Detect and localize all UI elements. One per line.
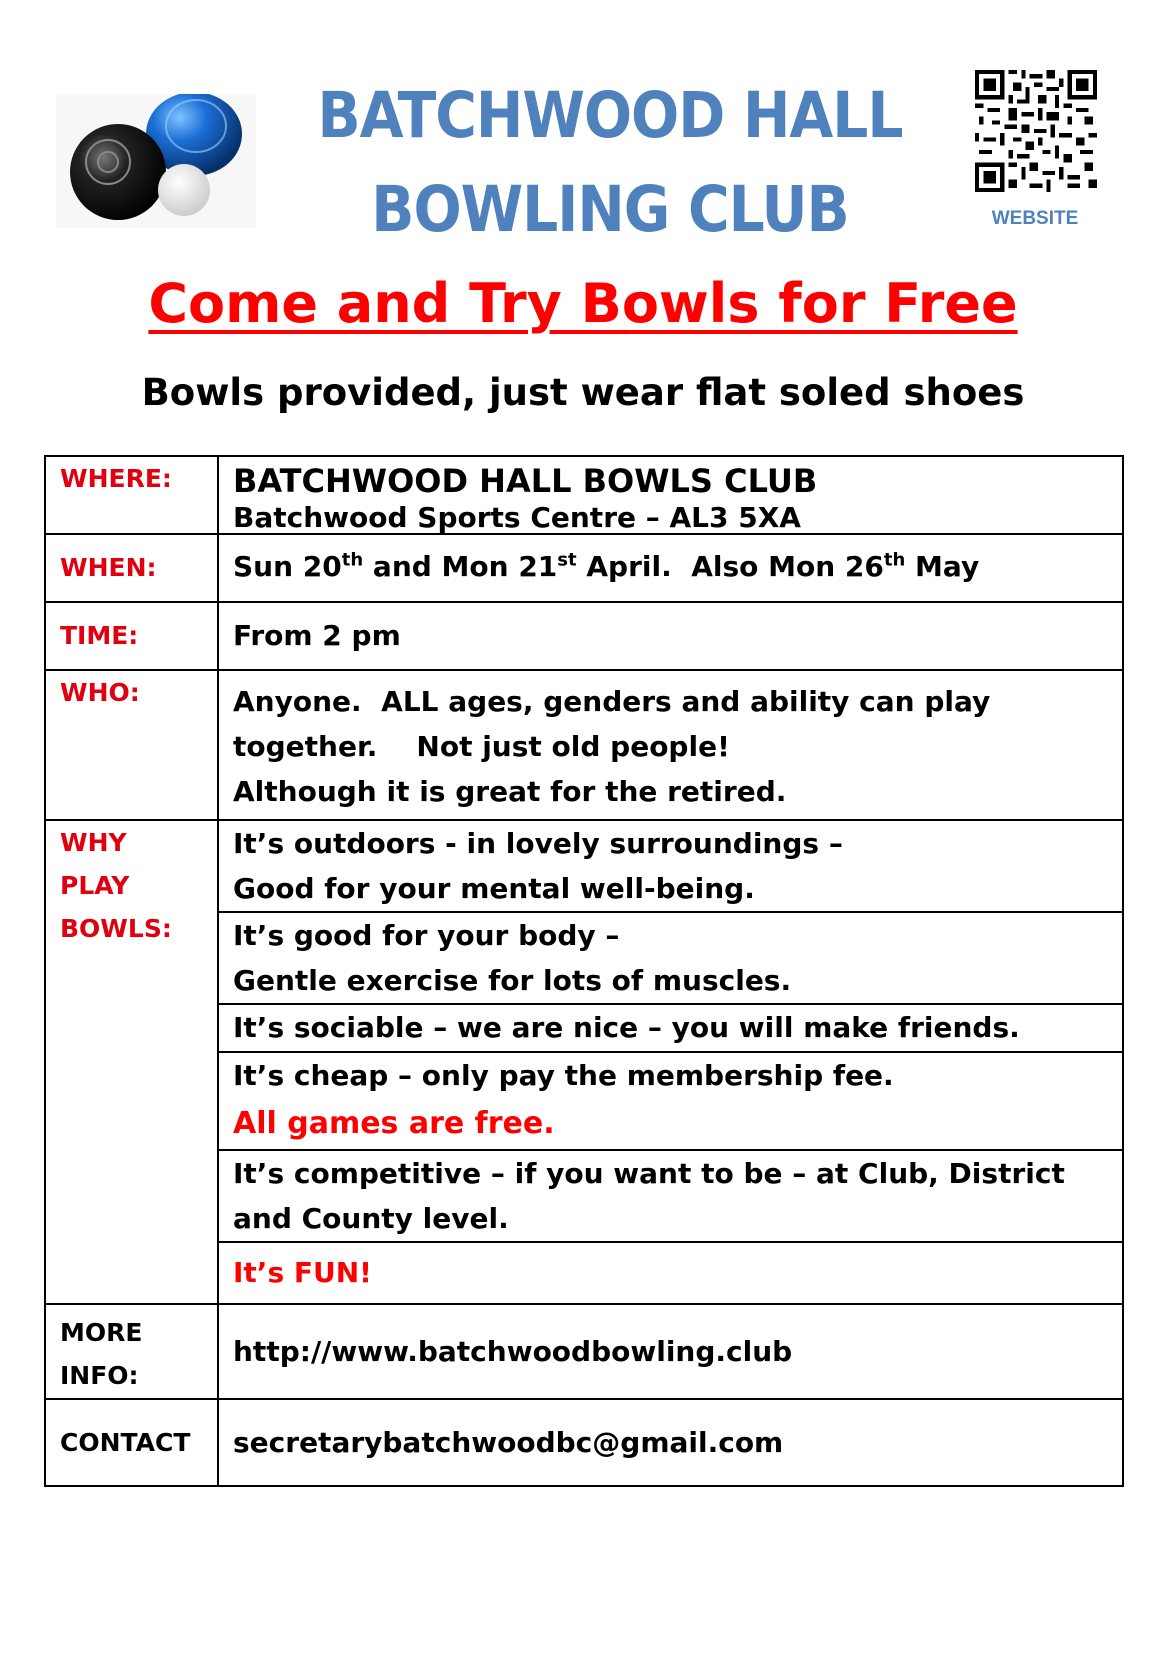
row-more-info [45, 1304, 1123, 1399]
who-line-2: together. Not just old people! [233, 730, 730, 763]
row-who [45, 670, 1123, 820]
why-label-line-1: WHY [60, 828, 127, 857]
when-sup-2: st [557, 549, 577, 571]
where-venue-name: BATCHWOOD HALL BOWLS CLUB [233, 462, 818, 500]
website-link[interactable]: http://www.batchwoodbowling.club [218, 1304, 1123, 1399]
value-when [218, 534, 1123, 602]
reason-outdoors-line-2: Good for your mental well-being. [233, 872, 755, 905]
when-sup-1: th [341, 549, 364, 571]
label-where: WHERE: [45, 456, 218, 534]
why-label-line-2: PLAY [60, 871, 130, 900]
when-part-2: and Mon 21 [363, 550, 558, 583]
value-who [218, 670, 1123, 820]
reason-body [218, 912, 1123, 1004]
subheadline: Bowls provided, just wear flat soled shoes [141, 371, 1025, 414]
why-label-line-3: BOWLS: [60, 914, 172, 943]
row-when [45, 534, 1123, 602]
more-info-label-line-2: INFO: [60, 1361, 139, 1390]
value-where [218, 456, 1123, 534]
value-time: From 2 pm [218, 602, 1123, 670]
headline-text: Come and Try Bowls for Free [148, 272, 1018, 335]
label-contact: CONTACT [45, 1399, 218, 1486]
when-part-1: Sun 20 [233, 550, 342, 583]
where-address: Batchwood Sports Centre – AL3 5XA [233, 501, 801, 534]
label-when: WHEN: [45, 534, 218, 602]
reason-fun: It’s FUN! [218, 1242, 1123, 1304]
reason-sociable: It’s sociable – we are nice – you will make friends. [218, 1004, 1123, 1052]
when-part-4: May [905, 550, 980, 583]
row-where [45, 456, 1123, 534]
label-time: TIME: [45, 602, 218, 670]
who-line-3: Although it is great for the retired. [233, 775, 787, 808]
who-line-1: Anyone. ALL ages, genders and ability can play [233, 685, 991, 718]
club-title-line-2: BOWLING CLUB [371, 173, 849, 246]
label-who: WHO: [45, 670, 218, 820]
club-title-line-1: BATCHWOOD HALL [317, 79, 903, 152]
info-table [44, 455, 1124, 1487]
when-sup-3: th [883, 549, 906, 571]
row-why-1 [45, 820, 1123, 912]
reason-cheap-line-1: It’s cheap – only pay the membership fee. [233, 1059, 894, 1092]
row-time [45, 602, 1123, 670]
bowls-logo-image [56, 94, 256, 228]
reason-outdoors-line-1: It’s outdoors - in lovely surroundings – [233, 827, 843, 860]
contact-email[interactable]: secretarybatchwoodbc@gmail.com [218, 1399, 1123, 1486]
reason-competitive-line-2: and County level. [233, 1202, 509, 1235]
headline [0, 272, 1166, 336]
reason-body-line-2: Gentle exercise for lots of muscles. [233, 964, 792, 997]
when-part-3: April. Also Mon 26 [576, 550, 884, 583]
reason-body-line-1: It’s good for your body – [233, 919, 620, 952]
reason-competitive-line-1: It’s competitive – if you want to be – at Club, District [233, 1157, 1065, 1190]
reason-outdoors [218, 820, 1123, 912]
reason-cheap [218, 1052, 1123, 1150]
reason-cheap-line-2: All games are free. [233, 1106, 555, 1141]
reason-competitive [218, 1150, 1123, 1242]
qr-code-image[interactable] [975, 70, 1097, 192]
qr-website-label: WEBSITE [991, 208, 1079, 229]
more-info-label-line-1: MORE [60, 1318, 143, 1347]
label-more-info [45, 1304, 218, 1399]
label-why [45, 820, 218, 1304]
row-contact [45, 1399, 1123, 1486]
